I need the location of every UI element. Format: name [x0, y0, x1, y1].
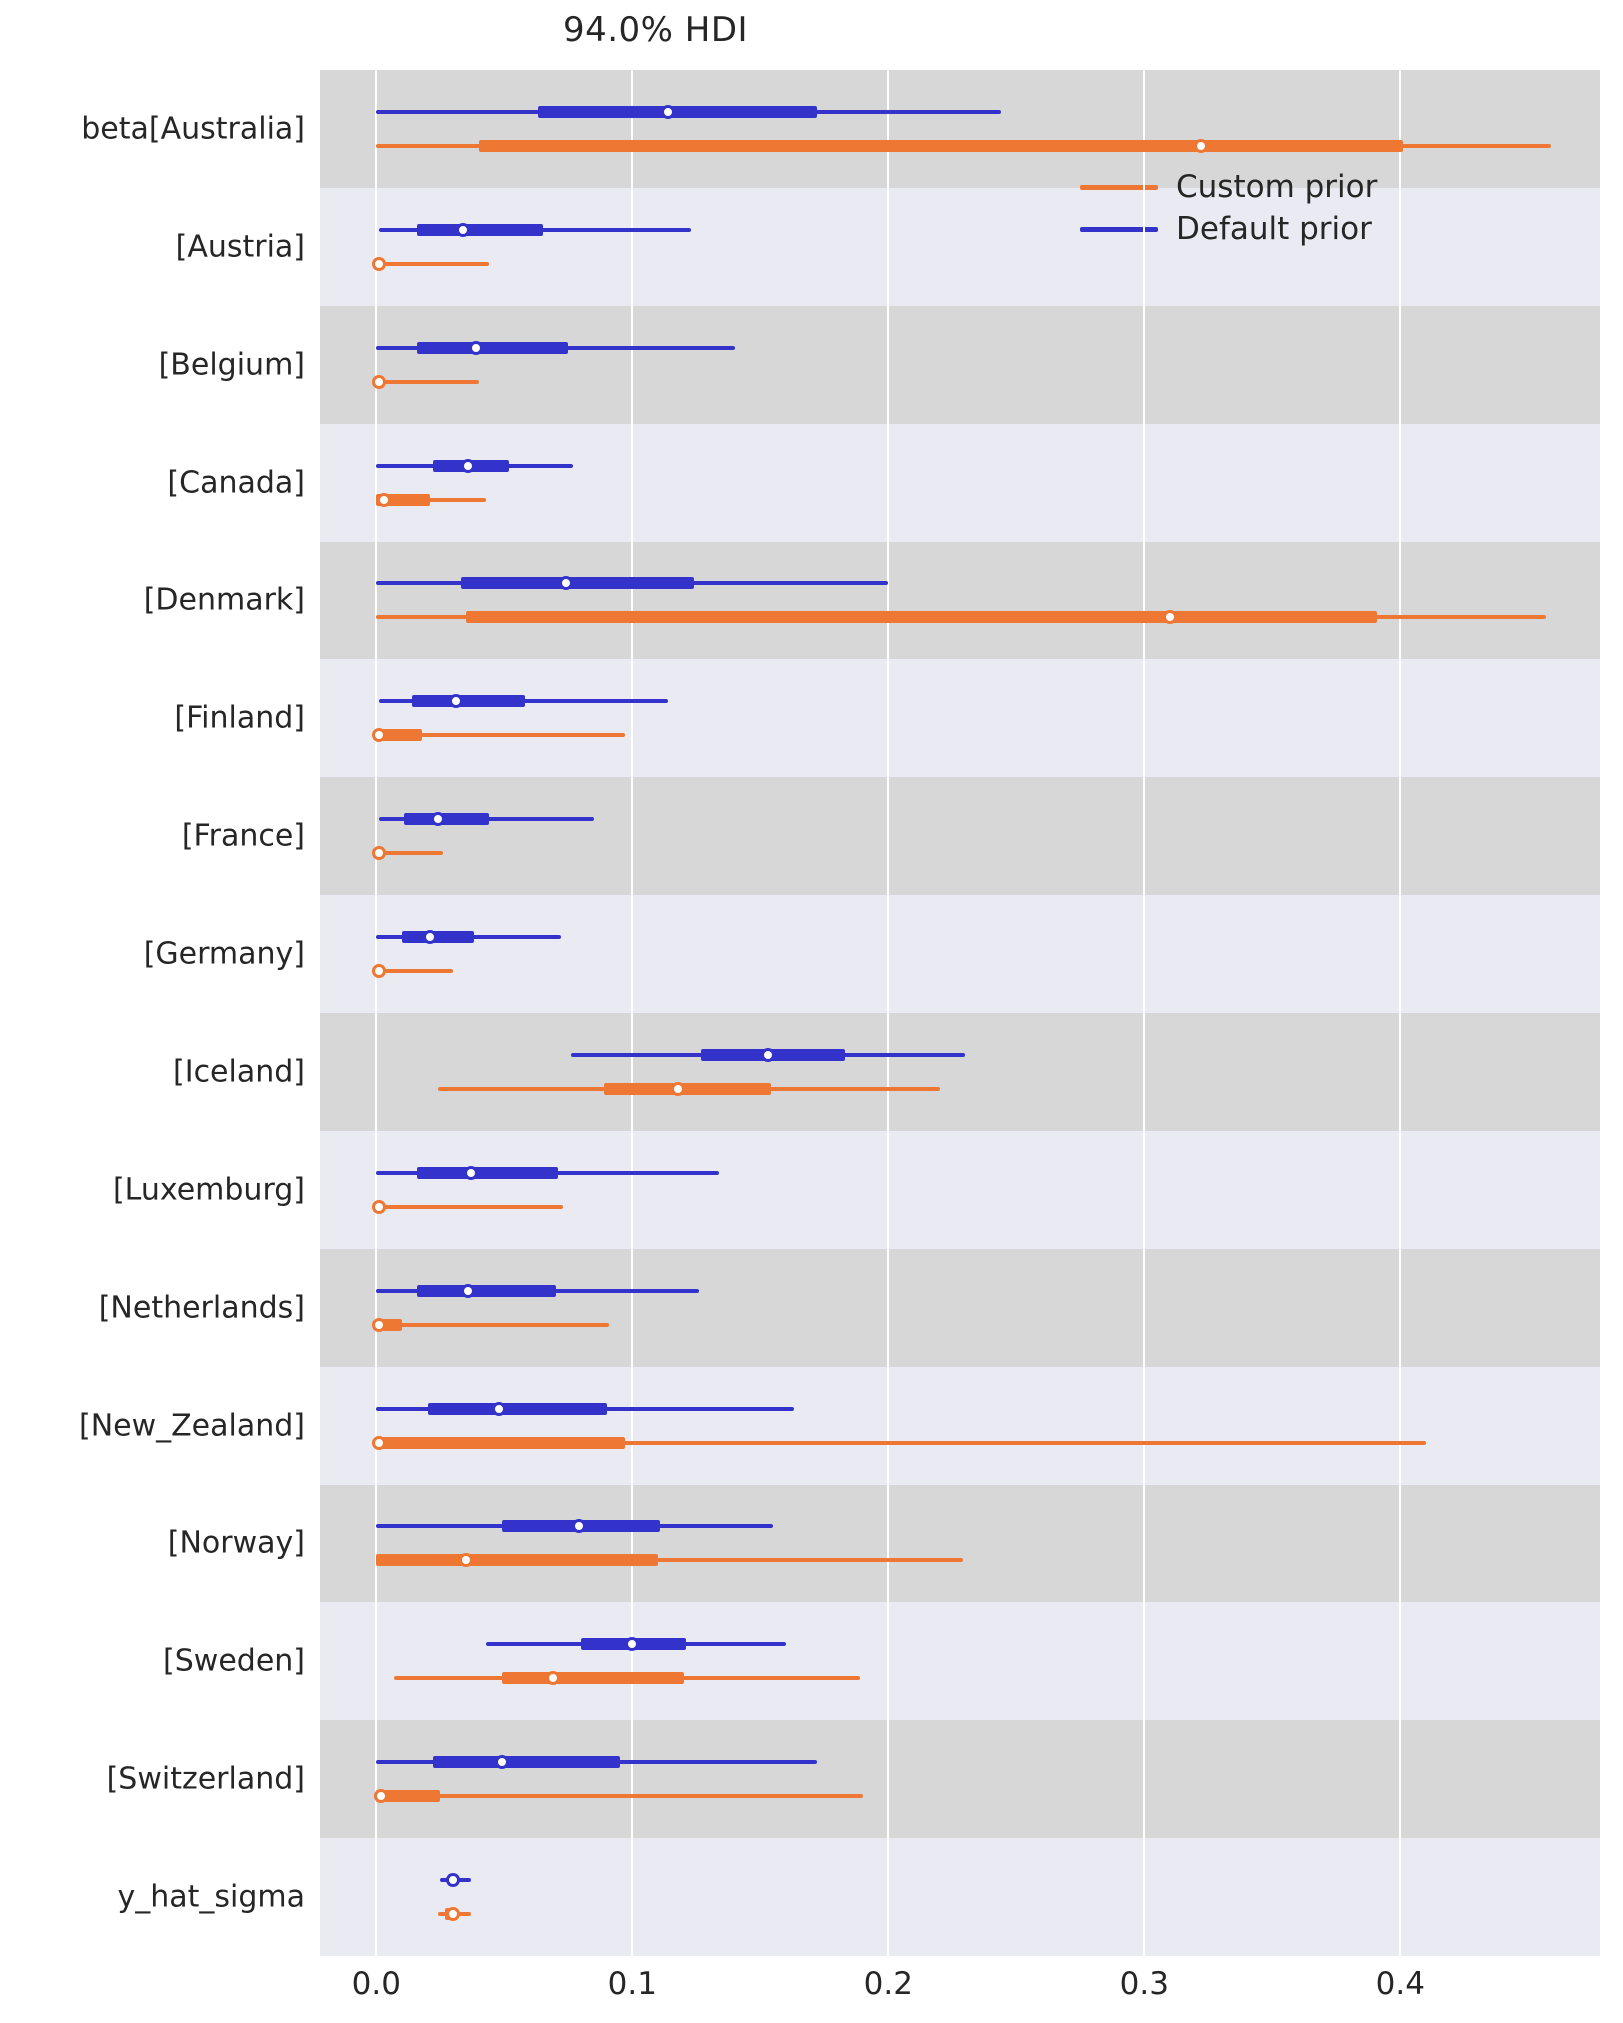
- hdi-50-line: [479, 140, 1403, 152]
- point-estimate-marker: [464, 1166, 478, 1180]
- point-estimate-marker: [372, 1318, 386, 1332]
- plot-band: [320, 1720, 1600, 1838]
- hdi-94-line: [376, 1205, 563, 1209]
- gridline: [1143, 70, 1145, 1956]
- point-estimate-marker: [372, 728, 386, 742]
- legend: [1080, 166, 1480, 250]
- point-estimate-marker: [456, 223, 470, 237]
- gridline: [887, 70, 889, 1956]
- plot-area: [320, 70, 1600, 1956]
- hdi-94-line: [376, 1794, 862, 1798]
- hdi-50-line: [604, 1083, 770, 1095]
- hdi-94-line: [376, 1323, 609, 1327]
- x-axis-tick-label: 0.4: [1375, 1966, 1425, 2002]
- hdi-94-line: [376, 380, 478, 384]
- plot-band: [320, 1838, 1600, 1956]
- chart-title-text: 94.0% HDI: [562, 10, 749, 50]
- point-estimate-marker: [372, 1436, 386, 1450]
- gridline: [375, 70, 377, 1956]
- legend-label: Default prior: [1176, 211, 1372, 247]
- point-estimate-marker: [559, 576, 573, 590]
- plot-band: [320, 1367, 1600, 1485]
- point-estimate-marker: [761, 1048, 775, 1062]
- legend-item[interactable]: [1080, 166, 1480, 208]
- y-axis-tick-label: [Sweden]: [163, 1643, 305, 1679]
- y-axis-tick-label: [Germany]: [143, 936, 305, 972]
- point-estimate-marker: [449, 694, 463, 708]
- plot-band: [320, 659, 1600, 777]
- hdi-50-line: [404, 813, 488, 825]
- hdi-50-line: [417, 1285, 555, 1297]
- plot-band: [320, 1485, 1600, 1603]
- point-estimate-marker: [461, 459, 475, 473]
- legend-swatch: [1080, 227, 1158, 232]
- point-estimate-marker: [495, 1755, 509, 1769]
- hdi-50-line: [402, 931, 474, 943]
- y-axis-tick-label: [Switzerland]: [106, 1761, 305, 1797]
- hdi-50-line: [433, 1756, 620, 1768]
- point-estimate-marker: [374, 1789, 388, 1803]
- point-estimate-marker: [625, 1637, 639, 1651]
- point-estimate-marker: [492, 1402, 506, 1416]
- hdi-94-line: [376, 969, 453, 973]
- point-estimate-marker: [1163, 610, 1177, 624]
- hdi-94-line: [376, 262, 489, 266]
- y-axis-tick-label: y_hat_sigma: [117, 1879, 305, 1915]
- point-estimate-marker: [372, 964, 386, 978]
- plot-band: [320, 895, 1600, 1013]
- hdi-50-line: [417, 1167, 558, 1179]
- point-estimate-marker: [461, 1284, 475, 1298]
- y-axis-tick-label: [Canada]: [167, 465, 305, 501]
- point-estimate-marker: [372, 1200, 386, 1214]
- plot-band: [320, 777, 1600, 895]
- plot-band: [320, 306, 1600, 424]
- x-axis-tick-label: 0.3: [1119, 1966, 1169, 2002]
- hdi-50-line: [412, 695, 525, 707]
- gridline: [1399, 70, 1401, 1956]
- point-estimate-marker: [431, 812, 445, 826]
- y-axis-tick-label: [Belgium]: [158, 347, 305, 383]
- y-axis-tick-label: beta[Australia]: [81, 111, 305, 147]
- chart-title: [0, 10, 1623, 50]
- point-estimate-marker: [671, 1082, 685, 1096]
- hdi-50-line: [428, 1403, 607, 1415]
- y-axis-tick-label: [Luxemburg]: [112, 1172, 305, 1208]
- hdi-50-line: [417, 342, 568, 354]
- point-estimate-marker: [546, 1671, 560, 1685]
- point-estimate-marker: [459, 1553, 473, 1567]
- point-estimate-marker: [372, 257, 386, 271]
- y-axis-tick-label: [France]: [181, 818, 305, 854]
- y-axis-tick-label: [Netherlands]: [98, 1290, 305, 1326]
- point-estimate-marker: [1194, 139, 1208, 153]
- hdi-50-line: [417, 224, 542, 236]
- y-axis-tick-label: [Denmark]: [143, 582, 305, 618]
- hdi-50-line: [376, 1437, 624, 1449]
- hdi-50-line: [502, 1672, 684, 1684]
- y-axis-tick-label: [New_Zealand]: [78, 1408, 305, 1444]
- point-estimate-marker: [572, 1519, 586, 1533]
- y-axis-tick-label: [Iceland]: [173, 1054, 305, 1090]
- hdi-50-line: [376, 1554, 658, 1566]
- y-axis-tick-label: [Austria]: [175, 229, 305, 265]
- plot-band: [320, 1249, 1600, 1367]
- point-estimate-marker: [446, 1907, 460, 1921]
- plot-band: [320, 424, 1600, 542]
- x-axis-tick-label: 0.0: [351, 1966, 401, 2002]
- y-axis-tick-label: [Norway]: [167, 1525, 305, 1561]
- point-estimate-marker: [423, 930, 437, 944]
- point-estimate-marker: [372, 375, 386, 389]
- hdi-94-line: [376, 851, 443, 855]
- x-axis-tick-label: 0.2: [863, 1966, 913, 2002]
- point-estimate-marker: [446, 1873, 460, 1887]
- point-estimate-marker: [469, 341, 483, 355]
- hdi-50-line: [538, 106, 817, 118]
- hdi-50-line: [466, 611, 1377, 623]
- plot-band: [320, 1602, 1600, 1720]
- hdi-50-line: [461, 577, 694, 589]
- plot-band: [320, 542, 1600, 660]
- plot-band: [320, 1013, 1600, 1131]
- legend-swatch: [1080, 185, 1158, 190]
- y-axis-tick-label: [Finland]: [174, 700, 305, 736]
- plot-band: [320, 1131, 1600, 1249]
- legend-label: Custom prior: [1176, 169, 1378, 205]
- x-axis-tick-label: 0.1: [607, 1966, 657, 2002]
- point-estimate-marker: [372, 846, 386, 860]
- point-estimate-marker: [377, 493, 391, 507]
- point-estimate-marker: [661, 105, 675, 119]
- legend-item[interactable]: [1080, 208, 1480, 250]
